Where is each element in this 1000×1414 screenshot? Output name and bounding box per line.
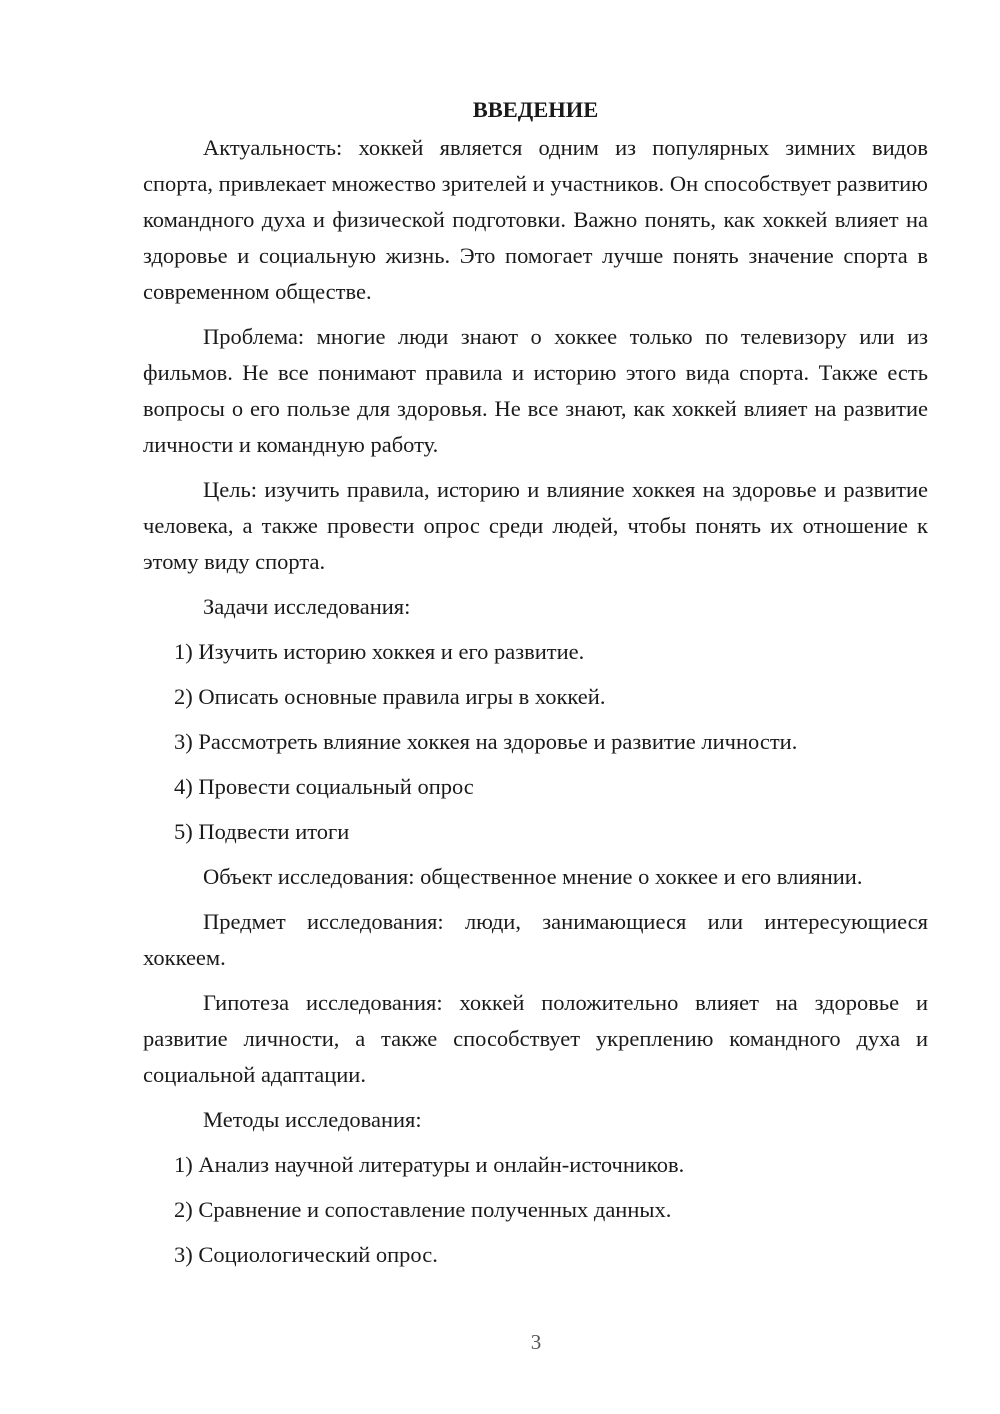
method-item: 1) Анализ научной литературы и онлайн-источников. <box>174 1152 685 1177</box>
goal-paragraph: Цель: изучить правила, историю и влияние хоккея на здоровье и развитие человека, а также провести опрос среди людей, чтобы понять их отношение к этому виду спорта. <box>143 477 928 574</box>
methods-heading: Методы исследования: <box>203 1107 422 1132</box>
subject-paragraph: Предмет исследования: люди, занимающиеся или интересующиеся хоккеем. <box>143 909 928 970</box>
document-page <box>143 92 928 1282</box>
tasks-heading: Задачи исследования: <box>203 594 411 619</box>
relevance-paragraph: Актуальность: хоккей является одним из популярных зимних видов спорта, привлекает множество зрителей и участников. Он способствует развитию командного духа и физической подготовки. Важно понять, как хоккей влияет на здоровье и социальную жизнь. Это помогает лучше понять значение спорта в современном обществе. <box>143 135 928 304</box>
task-item: 3) Рассмотреть влияние хоккея на здоровье и развитие личности. <box>174 729 798 754</box>
task-item: 4) Провести социальный опрос <box>174 774 474 799</box>
task-item: 1) Изучить историю хоккея и его развитие. <box>174 639 585 664</box>
problem-paragraph: Проблема: многие люди знают о хоккее только по телевизору или из фильмов. Не все понимают правила и историю этого вида спорта. Также есть вопросы о его пользе для здоровья. Не все знают, как хоккей влияет на развитие личности и командную работу. <box>143 324 928 457</box>
task-item: 5) Подвести итоги <box>174 819 350 844</box>
hypothesis-paragraph: Гипотеза исследования: хоккей положительно влияет на здоровье и развитие личности, а также способствует укреплению командного духа и социальной адаптации. <box>143 990 928 1087</box>
method-item: 3) Социологический опрос. <box>174 1242 438 1267</box>
task-item: 2) Описать основные правила игры в хоккей. <box>174 684 606 709</box>
object-paragraph: Объект исследования: общественное мнение о хоккее и его влиянии. <box>203 864 863 889</box>
page-title: ВВЕДЕНИЕ <box>472 97 599 122</box>
method-item: 2) Сравнение и сопоставление полученных данных. <box>174 1197 672 1222</box>
page-number: 3 <box>530 1330 542 1354</box>
